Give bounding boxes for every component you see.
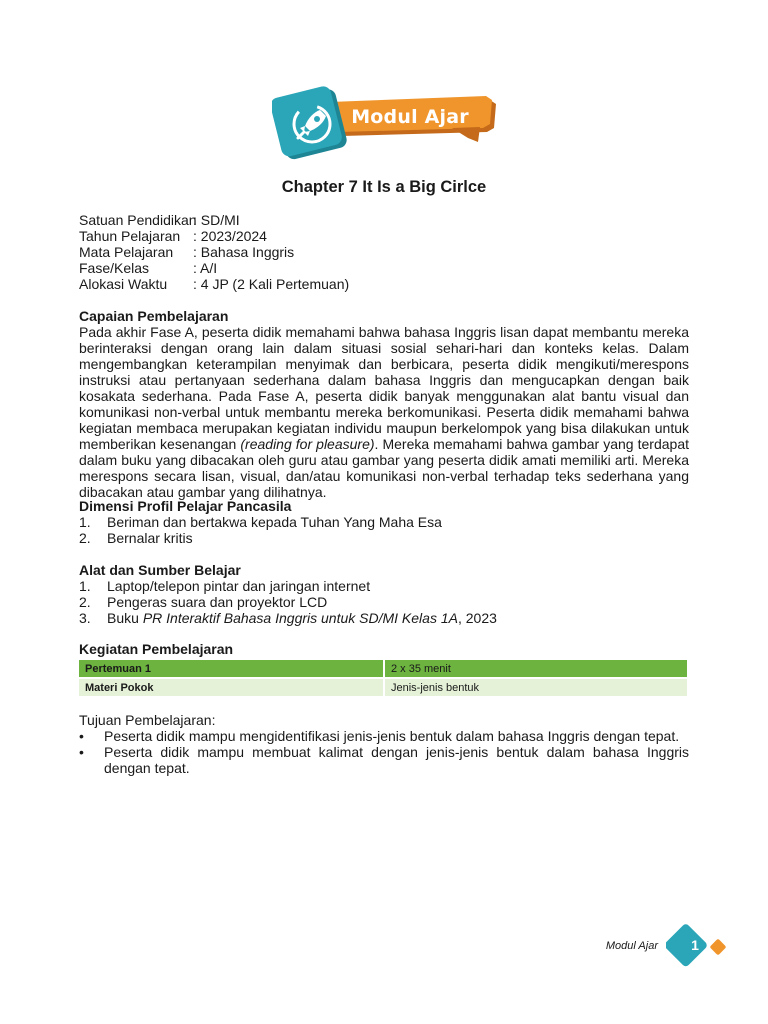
book-title: PR Interaktif Bahasa Inggris untuk SD/MI Kelas 1A: [142, 610, 458, 626]
meta-value: : SD/MI: [193, 212, 240, 228]
list-item: [79, 594, 689, 610]
list-number: 2.: [79, 530, 91, 546]
book-prefix: Buku: [107, 610, 143, 626]
meta-value: : 4 JP (2 Kali Pertemuan): [193, 276, 350, 292]
meta-label: Mata Pelajaran: [79, 244, 174, 260]
meta-row: [79, 244, 349, 260]
list-item: [79, 578, 689, 594]
dimensi-list: [79, 514, 689, 546]
book-year: , 2023: [457, 610, 497, 626]
list-number: 1.: [79, 578, 91, 594]
capaian-heading: Capaian Pembelajaran: [79, 308, 229, 324]
list-text: Peserta didik mampu membuat kalimat dengan jenis-jenis bentuk dalam bahasa Inggris dengan tepat.: [104, 744, 689, 776]
page-title: Chapter 7 It Is a Big Cirlce: [281, 178, 487, 196]
bullet: •: [79, 728, 84, 744]
meta-row: [79, 260, 349, 276]
list-number: 2.: [79, 594, 91, 610]
meta-value: : A/I: [193, 260, 218, 276]
list-text: Bernalar kritis: [107, 530, 193, 546]
table-cell: Pertemuan 1: [79, 660, 384, 678]
list-item: [79, 610, 689, 626]
meta-value: : 2023/2024: [193, 228, 267, 244]
dimensi-heading: Dimensi Profil Pelajar Pancasila: [79, 498, 292, 514]
list-number: 1.: [79, 514, 91, 530]
capaian-text-end: . Mereka memahami bahwa gambar yang terdapat dalam buku yang dibacakan oleh guru atau gambar yang peserta didik amati memiliki arti. Mereka merespons secara lisan, visual, dan/atau komunikasi non-verbal terhadap teks sederhana yang dibacakan atau gambar yang dilihatnya.: [79, 436, 689, 500]
meta-label: Satuan Pendidikan: [79, 212, 197, 228]
list-number: 3.: [79, 610, 91, 626]
capaian-paragraph: [79, 324, 689, 500]
meta-row: [79, 276, 349, 292]
meta-row: [79, 228, 349, 244]
table-cell: Materi Pokok: [79, 678, 384, 697]
tujuan-heading: Tujuan Pembelajaran:: [79, 712, 216, 728]
table-cell: 2 x 35 menit: [384, 660, 688, 678]
list-item: [79, 728, 689, 744]
meta-row: [79, 212, 349, 228]
list-text: Laptop/telepon pintar dan jaringan internet: [107, 578, 371, 594]
list-text: Peserta didik mampu mengidentifikasi jenis-jenis bentuk dalam bahasa Inggris dengan tepat.: [104, 728, 680, 744]
footer-label: Modul Ajar: [605, 940, 658, 952]
logo-text: Modul Ajar: [351, 106, 469, 128]
alat-list: [79, 578, 689, 626]
table-row: [79, 678, 688, 697]
bullet: •: [79, 744, 84, 760]
capaian-text: Pada akhir Fase A, peserta didik memahami bahwa bahasa Inggris lisan dapat membantu mereka berinteraksi dengan orang lain dalam situasi sosial sehari-hari dan konteks kelas. Dalam mengembangkan keterampilan menyimak dan berbicara, peserta didik mengikuti/merespons instruksi atau pertanyaan sederhana dalam bahasa Inggris dan mengucapkan dengan baik kosakata sederhana. Pada Fase A, peserta didik banyak menggunakan alat bantu visual dan komunikasi non-verbal untuk membantu mereka berkomunikasi. Peserta didik memahami bahwa kegiatan membaca merupakan kegiatan individu maupun berkelompok yang bisa dilakukan untuk memberikan kesenangan: [79, 324, 689, 452]
meta-value: : Bahasa Inggris: [193, 244, 295, 260]
table-cell: Jenis-jenis bentuk: [384, 678, 688, 697]
capaian-italic-text: (reading for pleasure): [240, 436, 375, 452]
modul-ajar-logo: [272, 84, 502, 164]
list-item: [79, 744, 689, 776]
meta-label: Alokasi Waktu: [79, 276, 168, 292]
list-text: Beriman dan bertakwa kepada Tuhan Yang Maha Esa: [107, 514, 442, 530]
page-number: 1: [691, 937, 699, 953]
rocket-icon: [286, 98, 338, 150]
meta-info: [79, 212, 349, 292]
list-item: [79, 530, 689, 546]
list-text: Pengeras suara dan proyektor LCD: [107, 594, 328, 610]
meta-label: Tahun Pelajaran: [79, 228, 181, 244]
meta-label: Fase/Kelas: [79, 260, 150, 276]
list-text: [107, 610, 689, 626]
tujuan-list: [79, 728, 689, 776]
kegiatan-heading: Kegiatan Pembelajaran: [79, 641, 234, 657]
table-row: [79, 660, 688, 678]
alat-heading: Alat dan Sumber Belajar: [79, 562, 241, 578]
list-item: [79, 514, 689, 530]
kegiatan-table: [79, 660, 689, 698]
